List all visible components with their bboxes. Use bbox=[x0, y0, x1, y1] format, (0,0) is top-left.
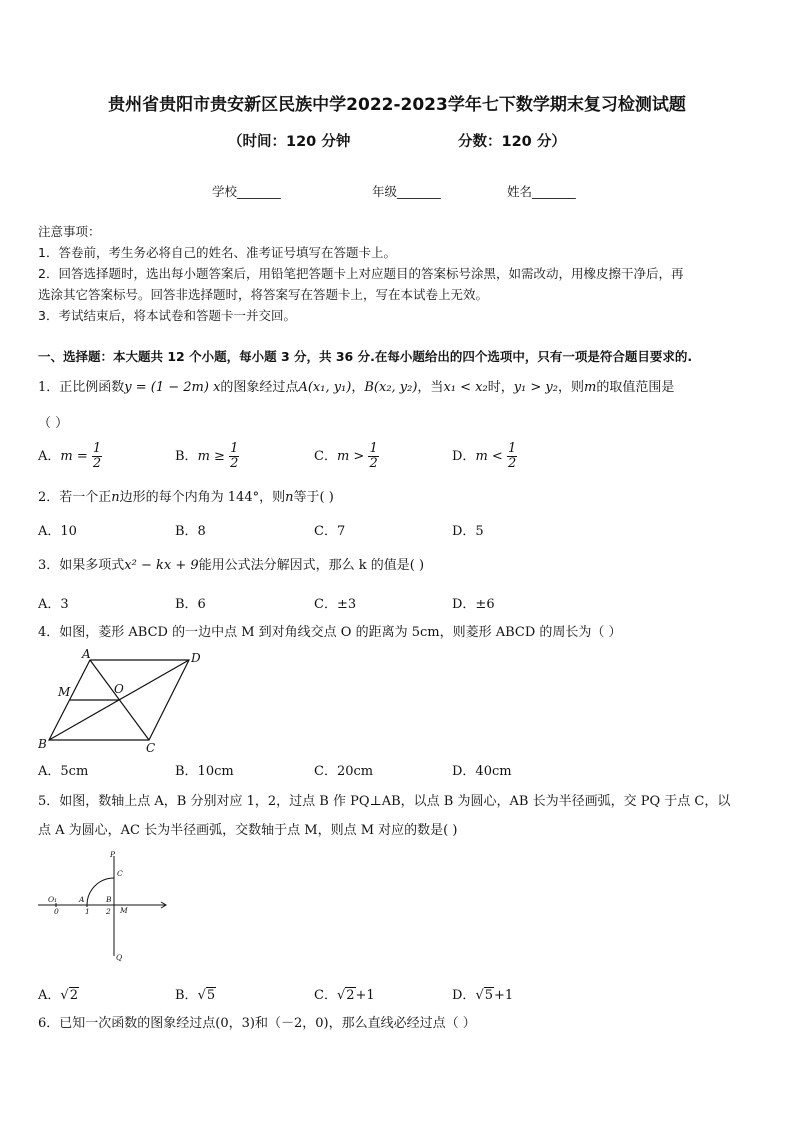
q2-option-d[interactable]: D．5 bbox=[452, 524, 484, 539]
note-1: 1．答卷前，考生务必将自己的姓名、准考证号填写在答题卡上。 bbox=[38, 245, 396, 260]
page-title: 贵州省贵阳市贵安新区民族中学2022-2023学年七下数学期末复习检测试题 bbox=[108, 95, 686, 115]
radicand: 5 bbox=[484, 988, 494, 1003]
tick-label-0: 0 bbox=[54, 907, 59, 916]
q4-option-a[interactable]: A．5cm bbox=[38, 764, 89, 779]
option-label: A． bbox=[38, 449, 61, 464]
question-4: 4．如图，菱形 ABCD 的一边中点 M 到对角线交点 O 的距离为 5cm，则菱形 ABCD 的周长为（ ） bbox=[38, 625, 622, 640]
question-6: 6．已知一次函数的图象经过点(0，3)和（－2，0)，那么直线必经过点（ ） bbox=[38, 1016, 476, 1031]
note-2: 2．回答选择题时，选出每小题答案后，用铅笔把答题卡上对应题目的答案标号涂黑，如需改动，用橡皮擦干净后，再 bbox=[38, 266, 684, 281]
denominator: 2 bbox=[230, 456, 239, 471]
school-field: 学校_______ bbox=[212, 184, 281, 199]
option-label: A． bbox=[38, 988, 61, 1003]
label-m: M bbox=[58, 685, 71, 699]
label-a: A bbox=[82, 648, 91, 661]
q1-text-5: ，则 bbox=[557, 380, 584, 395]
q2-option-a[interactable]: A．10 bbox=[38, 524, 77, 539]
label-m: M bbox=[120, 906, 128, 915]
q2-text-1: 2．若一个正 bbox=[38, 490, 112, 505]
option-tail: +1 bbox=[355, 988, 375, 1003]
grade-field: 年级_______ bbox=[372, 184, 441, 199]
number-line-figure bbox=[34, 848, 174, 966]
option-tail: +1 bbox=[494, 988, 514, 1003]
fraction bbox=[507, 442, 517, 471]
question-2 bbox=[38, 488, 334, 508]
q2-option-c[interactable]: C．7 bbox=[314, 524, 346, 539]
q4-option-d[interactable]: D．40cm bbox=[452, 764, 512, 779]
option-label: C． bbox=[314, 449, 337, 464]
q2-n-2: n bbox=[285, 490, 294, 505]
q3-text-2: 能用公式法分解因式，那么 k 的值是( ) bbox=[198, 558, 425, 573]
radicand: 5 bbox=[206, 988, 216, 1003]
question-3 bbox=[38, 556, 424, 576]
numerator: 1 bbox=[230, 441, 239, 456]
q2-n: n bbox=[111, 490, 120, 505]
option-label: C． bbox=[314, 988, 337, 1003]
option-rel: > bbox=[353, 449, 365, 464]
q4-option-c[interactable]: C．20cm bbox=[314, 764, 374, 779]
numerator: 1 bbox=[507, 441, 517, 456]
option-label: D． bbox=[452, 988, 476, 1003]
label-p: P bbox=[110, 850, 116, 859]
rhombus-figure bbox=[34, 648, 214, 753]
option-var: m bbox=[197, 449, 210, 464]
q1-cond-1: x₁ < x₂ bbox=[443, 380, 488, 395]
sqrt-sign: √2 bbox=[60, 988, 78, 1003]
notes-heading: 注意事项： bbox=[38, 224, 101, 239]
note-3: 3．考试结束后，将本试卷和答题卡一并交回。 bbox=[38, 308, 296, 323]
question-5-line-2: 点 A 为圆心，AC 长为半径画弧，交数轴于点 M，则点 M 对应的数是( ) bbox=[38, 823, 458, 838]
fraction bbox=[92, 442, 102, 471]
denominator: 2 bbox=[369, 456, 378, 471]
option-label: D． bbox=[452, 449, 476, 464]
q3-poly: x² − kx + 9 bbox=[124, 558, 199, 573]
q5-option-d[interactable] bbox=[452, 984, 513, 1003]
q2-text-3: 等于( ) bbox=[293, 490, 334, 505]
name-field: 姓名_______ bbox=[507, 184, 576, 199]
option-rel: < bbox=[491, 449, 503, 464]
option-label: B． bbox=[175, 449, 198, 464]
q1-m: m bbox=[584, 380, 597, 395]
option-rel: ≥ bbox=[214, 449, 225, 464]
exam-time: （时间：120 分钟 bbox=[228, 134, 351, 150]
option-var: m bbox=[60, 449, 73, 464]
q1-comma: ， bbox=[351, 380, 365, 395]
label-c: C bbox=[146, 741, 156, 753]
fraction bbox=[229, 442, 239, 471]
label-c: C bbox=[117, 869, 123, 878]
question-5-line-1: 5．如图，数轴上点 A，B 分别对应 1，2，过点 B 作 PQ⊥AB，以点 B 为圆心，AB 长为半径画弧，交 PQ 于点 C，以 bbox=[38, 794, 731, 809]
numerator: 1 bbox=[369, 441, 378, 456]
label-b: B bbox=[106, 895, 112, 904]
q1-cond-2: y₁ > y₂ bbox=[513, 380, 558, 395]
label-d: D bbox=[191, 651, 201, 665]
sqrt-sign: √2 bbox=[336, 988, 355, 1003]
radicand: 2 bbox=[69, 988, 78, 1003]
denominator: 2 bbox=[507, 456, 517, 471]
q3-option-d[interactable]: D．±6 bbox=[452, 597, 495, 612]
question-1 bbox=[38, 378, 674, 398]
label-o1: O₁ bbox=[48, 895, 58, 904]
option-var: m bbox=[336, 449, 350, 464]
q3-text-1: 3．如果多项式 bbox=[38, 558, 125, 573]
label-b: B bbox=[38, 737, 47, 751]
q3-option-b[interactable]: B．6 bbox=[175, 597, 206, 612]
label-q: Q bbox=[116, 953, 123, 962]
q1-option-a[interactable] bbox=[38, 442, 102, 471]
q1-text-6: 的取值范围是 bbox=[596, 380, 675, 395]
section-heading: 一、选择题：本大题共 12 个小题，每小题 3 分，共 36 分.在每小题给出的四个选项中，只有一项是符合题目要求的. bbox=[38, 349, 693, 364]
fraction bbox=[368, 442, 378, 471]
q1-option-d[interactable] bbox=[452, 442, 517, 471]
tick-label-2: 2 bbox=[106, 907, 111, 916]
sqrt-sign: √5 bbox=[475, 988, 494, 1003]
q5-option-b[interactable] bbox=[175, 984, 216, 1003]
q1-text-1: 1．正比例函数 bbox=[38, 380, 125, 395]
q2-text-2: 边形的每个内角为 144°，则 bbox=[119, 490, 286, 505]
q1-point-a: A(x₁, y₁) bbox=[298, 380, 352, 395]
q3-option-a[interactable]: A．3 bbox=[38, 597, 69, 612]
q1-option-b[interactable] bbox=[175, 442, 239, 471]
radicand: 2 bbox=[346, 988, 355, 1003]
q3-option-c[interactable]: C．±3 bbox=[314, 597, 357, 612]
exam-score: 分数：120 分） bbox=[458, 134, 566, 150]
option-rel: = bbox=[76, 449, 88, 464]
option-label: B． bbox=[175, 988, 198, 1003]
q1-option-c[interactable] bbox=[314, 442, 379, 471]
q1-text-3: ，当 bbox=[417, 380, 444, 395]
q1-text-4: 时， bbox=[487, 380, 514, 395]
tick-label-1: 1 bbox=[85, 907, 90, 916]
q1-point-b: B(x₂, y₂) bbox=[364, 380, 418, 395]
q2-option-b[interactable]: B．8 bbox=[175, 524, 206, 539]
q5-option-a[interactable] bbox=[38, 984, 79, 1003]
q1-text-2: 的图象经过点 bbox=[220, 380, 299, 395]
label-a: A bbox=[79, 895, 85, 904]
note-2-cont: 选涂其它答案标号。回答非选择题时，将答案写在答题卡上，写在本试卷上无效。 bbox=[38, 287, 489, 302]
numerator: 1 bbox=[92, 441, 102, 456]
q4-option-b[interactable]: B．10cm bbox=[175, 764, 234, 779]
q1-answer-paren: （ ） bbox=[38, 416, 69, 431]
option-var: m bbox=[475, 449, 488, 464]
sqrt-sign: √5 bbox=[197, 988, 216, 1003]
label-o: O bbox=[114, 682, 124, 696]
q5-option-c[interactable] bbox=[314, 984, 375, 1003]
q1-formula: y = (1 − 2m) x bbox=[124, 380, 221, 395]
denominator: 2 bbox=[92, 456, 102, 471]
